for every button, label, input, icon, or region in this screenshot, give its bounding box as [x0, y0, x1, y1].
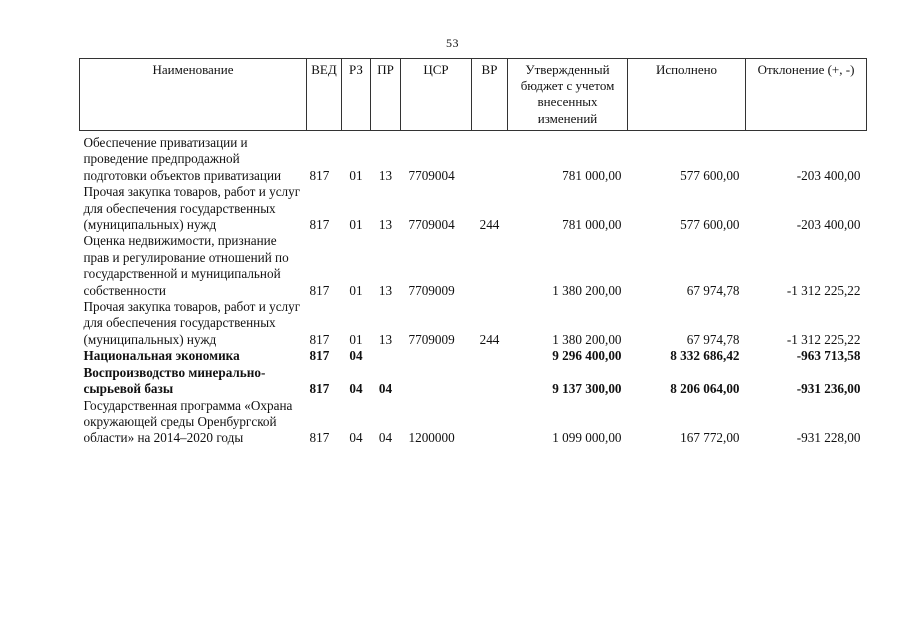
- table-row: [80, 299, 867, 348]
- row-csr: 7709009: [408, 282, 455, 298]
- row-rz: 04: [349, 381, 363, 397]
- row-pr: 13: [378, 167, 393, 183]
- row-approved: 1 099 000,00: [552, 430, 622, 446]
- row-vr: [472, 131, 508, 185]
- row-approved: 781 000,00: [562, 167, 622, 183]
- row-approved: 781 000,00: [562, 217, 622, 233]
- row-rz: 04: [349, 348, 363, 364]
- row-ved: 817: [309, 381, 330, 397]
- row-ved: 817: [309, 430, 330, 446]
- row-deviation: -1 312 225,22: [786, 282, 861, 298]
- table-row-section: [80, 348, 867, 364]
- table-row-section: [80, 365, 867, 398]
- row-approved: 9 296 400,00: [552, 348, 622, 364]
- row-rz: 04: [349, 430, 363, 446]
- row-ved: 817: [309, 331, 330, 347]
- row-csr: 7709004: [408, 167, 455, 183]
- row-vr: 244: [479, 331, 500, 347]
- row-name: Оценка недвижимости, признание прав и регулирование отношений по государственной и муниципальной собственности: [83, 233, 289, 298]
- header-rz: РЗ: [342, 59, 371, 131]
- budget-execution-table: [79, 58, 867, 447]
- row-approved: 1 380 200,00: [552, 282, 622, 298]
- row-name: Государственная программа «Охрана окружающей среды Оренбургской области» на 2014–2020 годы: [83, 397, 293, 446]
- row-name: Прочая закупка товаров, работ и услуг для обеспечения государственных (муниципальных) нужд: [83, 299, 301, 347]
- header-approved: Утвержденный бюджет с учетом внесенных изменений: [508, 59, 628, 131]
- row-ved: 817: [309, 282, 330, 298]
- row-vr: [472, 365, 508, 398]
- table-row: [80, 233, 867, 299]
- page-number: 53: [446, 36, 459, 50]
- row-rz: 01: [349, 331, 363, 347]
- row-pr: 04: [378, 381, 393, 397]
- row-executed: 67 974,78: [686, 282, 740, 298]
- row-ved: 817: [309, 348, 330, 364]
- header-pr: ПР: [371, 59, 401, 131]
- header-csr: ЦСР: [401, 59, 472, 131]
- row-rz: 01: [349, 282, 363, 298]
- table-row: [80, 184, 867, 233]
- row-executed: 8 332 686,42: [670, 348, 740, 364]
- row-pr: 04: [378, 430, 393, 446]
- row-name: Обеспечение приватизации и проведение предпродажной подготовки объектов приватизации: [83, 135, 282, 183]
- row-csr: [401, 348, 472, 364]
- row-pr: [371, 348, 401, 364]
- row-vr: [472, 348, 508, 364]
- table-header-row: [80, 59, 867, 131]
- row-executed: 167 772,00: [680, 430, 740, 446]
- row-rz: 01: [349, 217, 363, 233]
- row-deviation: -963 713,58: [796, 348, 861, 364]
- row-deviation: -203 400,00: [796, 167, 861, 183]
- row-vr: [472, 398, 508, 447]
- row-vr: [472, 233, 508, 299]
- row-ved: 817: [309, 217, 330, 233]
- row-deviation: -1 312 225,22: [786, 331, 861, 347]
- header-deviation: Отклонение (+, -): [746, 59, 867, 131]
- row-pr: 13: [378, 282, 393, 298]
- header-name: Наименование: [80, 59, 307, 131]
- row-deviation: -203 400,00: [796, 217, 861, 233]
- header-ved: ВЕД: [307, 59, 342, 131]
- table-row: [80, 398, 867, 447]
- row-executed: 577 600,00: [680, 217, 740, 233]
- table-row: [80, 131, 867, 185]
- row-csr: 7709004: [408, 217, 455, 233]
- row-pr: 13: [378, 217, 393, 233]
- row-executed: 8 206 064,00: [670, 381, 740, 397]
- row-name: Воспроизводство минерально-сырьевой базы: [83, 364, 266, 397]
- header-vr: ВР: [472, 59, 508, 131]
- row-deviation: -931 228,00: [796, 430, 861, 446]
- row-rz: 01: [349, 167, 363, 183]
- row-name: Прочая закупка товаров, работ и услуг для обеспечения государственных (муниципальных) нужд: [83, 184, 301, 233]
- header-executed: Исполнено: [628, 59, 746, 131]
- row-ved: 817: [309, 167, 330, 183]
- row-vr: 244: [479, 217, 500, 233]
- row-deviation: -931 236,00: [796, 381, 861, 397]
- row-approved: 9 137 300,00: [552, 381, 622, 397]
- row-name: Национальная экономика: [83, 348, 240, 364]
- row-executed: 67 974,78: [686, 331, 740, 347]
- row-csr: 1200000: [408, 430, 455, 446]
- row-approved: 1 380 200,00: [552, 331, 622, 347]
- row-csr: 7709009: [408, 331, 455, 347]
- row-pr: 13: [378, 331, 393, 347]
- row-csr: [401, 365, 472, 398]
- row-executed: 577 600,00: [680, 167, 740, 183]
